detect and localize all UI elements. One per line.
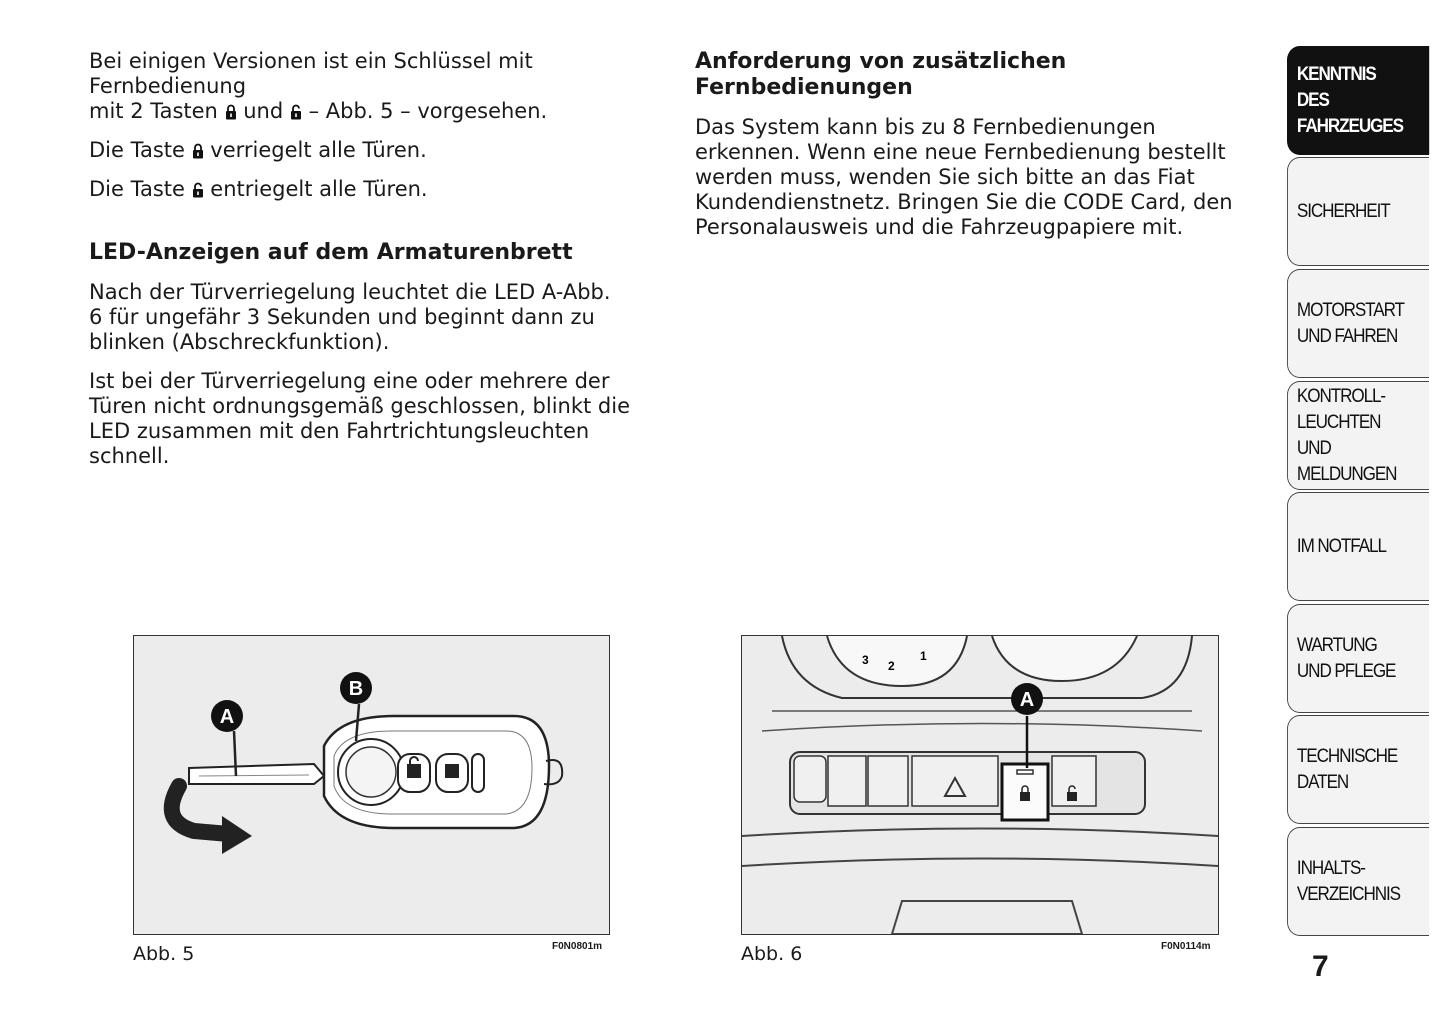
- label-b: B: [348, 678, 364, 700]
- key-illustration: [134, 636, 609, 934]
- dial-number: 1: [920, 649, 927, 663]
- tab-inhaltsverzeichnis[interactable]: INHALTS- VERZEICHNIS: [1287, 827, 1429, 936]
- lock-closed-icon: [192, 143, 204, 159]
- tab-motorstart[interactable]: MOTORSTART UND FAHREN: [1287, 269, 1429, 378]
- dashboard-illustration: [742, 636, 1218, 934]
- dial-number: 2: [888, 659, 895, 673]
- led-paragraph-2: Ist bei der Türverriegelung eine oder mehrere der Türen nicht ordnungsgemäß geschlossen, blinkt die LED zusammen mit den Fahrtrichtungsleuchten schnell.: [89, 369, 631, 468]
- remote-paragraph: Das System kann bis zu 8 Fernbedienungen erkennen. Wenn eine neue Fernbedienung bestellt werden muss, wenden Sie sich bitte an das Fiat Kundendienstnetz. Bringen Sie die CODE Card, den Personalausweis und die Fahrzeugpapiere mit.: [695, 115, 1233, 239]
- intro-paragraph: Bei einigen Versionen ist ein Schlüssel mit Fernbedienung mit 2 Tasten und – Abb. 5 – vorgesehen.: [89, 49, 548, 123]
- figure-5-code: F0N0801m: [552, 941, 603, 952]
- tab-sicherheit[interactable]: SICHERHEIT: [1287, 157, 1429, 266]
- led-section-heading: LED-Anzeigen auf dem Armaturenbrett: [89, 240, 573, 265]
- unlock-paragraph: Die Taste entriegelt alle Türen.: [89, 177, 428, 201]
- dial-number: 3: [862, 653, 869, 667]
- tab-technische-daten[interactable]: TECHNISCHE DATEN: [1287, 715, 1429, 824]
- led-paragraph-1: Nach der Türverriegelung leuchtet die LED A-Abb. 6 für ungefähr 3 Sekunden und beginnt dann zu blinken (Abschreckfunktion).: [89, 280, 611, 354]
- left-column: [89, 49, 659, 483]
- figure-6-code: F0N0114m: [1161, 941, 1211, 952]
- figure-6-caption: Abb. 6: [741, 943, 803, 965]
- figure-key-remote: [133, 635, 610, 935]
- lock-paragraph: Die Taste verriegelt alle Türen.: [89, 138, 427, 162]
- tab-wartung[interactable]: WARTUNG UND PFLEGE: [1287, 604, 1429, 713]
- remote-section-heading: Anforderung von zusätzlichen Fernbedienungen: [695, 49, 1067, 100]
- lock-closed-icon: [225, 104, 237, 120]
- lock-open-icon: [290, 104, 302, 120]
- lock-open-icon: [192, 182, 204, 198]
- label-a: A: [1019, 689, 1035, 711]
- figure-dashboard-led: [741, 635, 1219, 935]
- figure-5-caption: Abb. 5: [133, 943, 195, 965]
- tab-kontrollleuchten[interactable]: KONTROLL- LEUCHTEN UND MELDUNGEN: [1287, 381, 1429, 490]
- right-column: [695, 49, 1265, 254]
- tab-kenntnis[interactable]: KENNTNIS DES FAHRZEUGES: [1287, 46, 1429, 155]
- tab-im-notfall[interactable]: IM NOTFALL: [1287, 492, 1429, 601]
- label-a: A: [219, 706, 235, 728]
- page-number: 7: [1312, 950, 1329, 983]
